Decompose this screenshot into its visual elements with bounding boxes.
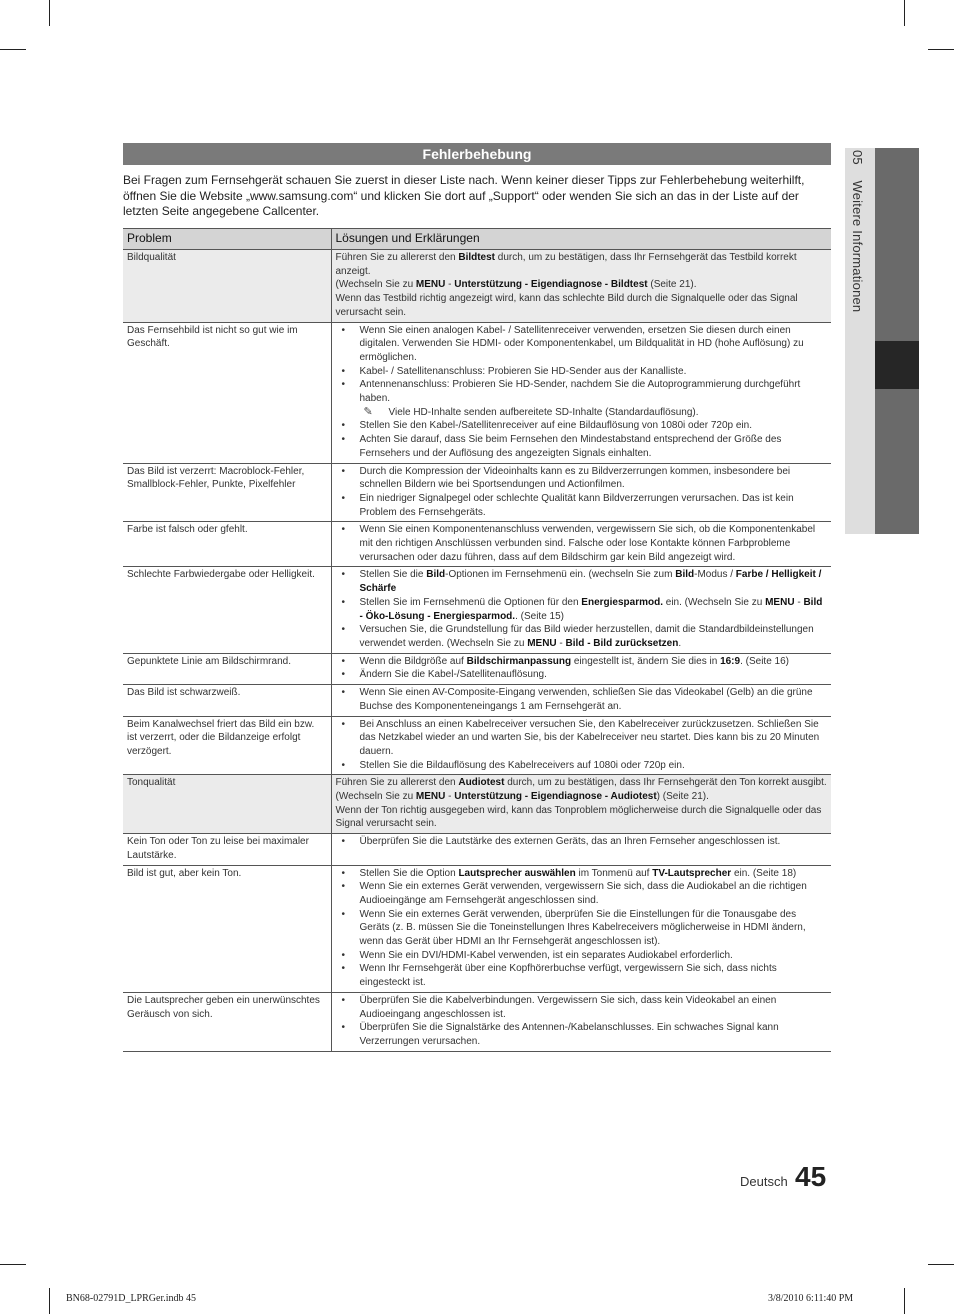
problem-cell: Beim Kanalwechsel friert das Bild ein bzw. ist verzerrt, oder die Bildanzeige erfolgt verzögert. [123,716,331,775]
problem-cell: Gepunktete Linie am Bildschirmrand. [123,653,331,684]
problem-cell: Die Lautsprecher geben ein unerwünschtes Geräusch von sich. [123,992,331,1051]
table-row [123,567,831,653]
page-number: 45 [795,1161,827,1192]
crop-mark [904,1288,905,1314]
table-row [123,653,831,684]
solution-cell: • Überprüfen Sie die Lautstärke des externen Geräts, das an Ihren Fernseher angeschlossen ist. [331,834,831,865]
solution-cell: • Durch die Kompression der Videoinhalts kann es zu Bildverzerrungen kommen, insbesondere bei schnellen Bildern wie bei Sportsendungen und Actionfilmen. • Ein niedriger Signalpegel oder schlechte Qualität kann Bildverzerrungen verursachen. Das ist kein Problem des Fernsehgeräts. [331,463,831,522]
print-timestamp: 3/8/2010 6:11:40 PM [768,1293,854,1304]
troubleshooting-table [123,228,831,1052]
table-row [123,522,831,567]
table-row [123,716,831,775]
crop-mark [0,1264,26,1265]
problem-cell: Tonqualität [123,775,331,834]
solution-cell: • Wenn Sie einen AV-Composite-Eingang verwenden, schließen Sie das Videokabel (Gelb) an die grüne Buchse des Komponenteneingangs 1 am Fernsehgerät an. [331,685,831,716]
problem-cell: Das Bild ist schwarzweiß. [123,685,331,716]
problem-cell: Farbe ist falsch oder gfehlt. [123,522,331,567]
chapter-tab-marker [875,341,919,389]
table-row [123,992,831,1051]
print-file-info: BN68-02791D_LPRGer.indb 45 [66,1293,196,1304]
chapter-label [850,150,865,312]
column-header-solutions: Lösungen und Erklärungen [331,229,831,250]
solution-cell: • Stellen Sie die Bild-Optionen im Fernsehmenü ein. (wechseln Sie zum Bild-Modus / Farbe / Helligkeit / Schärfe • Stellen Sie im Fernsehmenü die Optionen für den Energiesparmod. ein. (Wechseln Sie zu MENU - Bild - Öko-Lösung - Energiesparmod.. (Seite 15) • Versuchen Sie, die Grundstellung für das Bild wieder herzustellen, damit die Standardbildeinstellungen verwendet werden. (Wechseln Sie zu MENU - Bild - Bild zurücksetzen. [331,567,831,653]
table-row [123,775,831,834]
crop-mark [49,0,50,26]
section-title: Fehlerbehebung [123,143,831,165]
solution-cell: Führen Sie zu allererst den Audiotest durch, um zu bestätigen, dass Ihr Fernsehgerät den Ton korrekt ausgibt. (Wechseln Sie zu MENU - Unterstützung - Eigendiagnose - Audiotest) (Seite 21). Wenn der Ton richtig ausgegeben wird, kann das Tonproblem möglicherweise durch die Signalquelle oder das Signal verursacht sein. [331,775,831,834]
table-header-row [123,229,831,250]
table-body [123,250,831,1052]
table-row [123,834,831,865]
chapter-number: 05 [850,150,865,165]
crop-mark [0,49,26,50]
problem-cell: Kein Ton oder Ton zu leise bei maximaler Lautstärke. [123,834,331,865]
column-header-problem: Problem [123,229,331,250]
problem-cell: Das Bild ist verzerrt: Macroblock-Fehler, Smallblock-Fehler, Punkte, Pixelfehler [123,463,331,522]
table-row [123,463,831,522]
crop-mark [928,49,954,50]
chapter-title: Weitere Informationen [850,180,865,313]
solution-cell: • Bei Anschluss an einen Kabelreceiver versuchen Sie, den Kabelreceiver zurückzusetzen. Schließen Sie das Netzkabel wieder an und warten Sie, bis der Kabelreceiver neu startet. Dies kann bis zu 20 Minuten dauern. • Stellen Sie die Bildauflösung des Kabelreceivers auf 1080i oder 720p ein. [331,716,831,775]
crop-mark [904,0,905,26]
table-row [123,865,831,992]
solution-cell: Führen Sie zu allererst den Bildtest durch, um zu bestätigen, dass Ihr Fernsehgerät das Testbild korrekt anzeigt. (Wechseln Sie zu MENU - Unterstützung - Eigendiagnose - Bildtest (Seite 21). Wenn das Testbild richtig angezeigt wird, kann das schlechte Bild durch die Signalquelle oder das Signal verursacht sein. [331,250,831,323]
table-row [123,250,831,323]
crop-mark [928,1264,954,1265]
intro-paragraph: Bei Fragen zum Fernsehgerät schauen Sie zuerst in dieser Liste nach. Wenn keiner dieser Tipps zur Fehlerbehebung weiterhilft, öffnen Sie die Website „www.samsung.com“ und klicken Sie dort auf „Support“ oder wenden Sie sich an das in der Liste auf der letzten Seite angegebene Callcenter. [123,173,805,218]
problem-cell: Bildqualität [123,250,331,323]
solution-cell: • Wenn Sie einen analogen Kabel- / Satellitenreceiver verwenden, ersetzen Sie diesen durch einen digitalen. Verwenden Sie HDMI- oder Komponentenkabel, um Bildqualität in HD (hohe Auflösung) zu ermöglichen. • Kabel- / Satellitenanschluss: Probieren Sie HD-Sender aus der Kanalliste. • Antennenanschluss: Probieren Sie HD-Sender, nachdem Sie die Autoprogrammierung durchgeführt haben. ✎ Viele HD-Inhalte senden aufbereitete SD-Inhalte (Standardauflösung). • Stellen Sie den Kabel-/Satellitenreceiver auf eine Bildauflösung von 1080i oder 720p ein. • Achten Sie darauf, dass Sie beim Fernsehen den Mindestabstand entsprechend der Größe des Fernsehers und der Auflösung des angezeigten Signals einhalten. [331,322,831,463]
solution-cell: • Überprüfen Sie die Kabelverbindungen. Vergewissern Sie sich, dass kein Videokabel an einen Audioeingang angeschlossen ist. • Überprüfen Sie die Signalstärke des Antennen-/Kabelanschlusses. Ein schwaches Signal kann Verzerrungen verursachen. [331,992,831,1051]
solution-cell: • Stellen Sie die Option Lautsprecher auswählen im Tonmenü auf TV-Lautsprecher ein. (Seite 18) • Wenn Sie ein externes Gerät verwenden, vergewissern Sie sich, dass die Audiokabel an die richtigen Audioeingänge am Fernsehgerät angeschlossen sind. • Wenn Sie ein externes Gerät verwenden, überprüfen Sie die Einstellungen für die Tonausgabe des Geräts (z. B. müssen Sie die Toneinstellungen Ihres Kabelreceivers möglicherweise in HDMI ändern, wenn das Gerät über HDMI an Ihr Fernsehgerät angeschlossen ist). • Wenn Sie ein DVI/HDMI-Kabel verwenden, ist ein separates Audiokabel erforderlich. • Wenn Ihr Fernsehgerät über eine Kopfhörerbuchse verfügt, vergewissern Sie sich, dass nichts eingesteckt ist. [331,865,831,992]
problem-cell: Bild ist gut, aber kein Ton. [123,865,331,992]
solution-cell: • Wenn Sie einen Komponentenanschluss verwenden, vergewissern Sie sich, ob die Komponentenkabel mit den richtigen Anschlüssen verbunden sind. Falsche oder lose Kontakte können Farbprobleme verursachen oder dazu führen, dass auf dem Bildschirm gar kein Bild angezeigt wird. [331,522,831,567]
problem-cell: Schlechte Farbwiedergabe oder Helligkeit. [123,567,331,653]
solution-cell: • Wenn die Bildgröße auf Bildschirmanpassung eingestellt ist, ändern Sie dies in 16:9. (Seite 16) • Ändern Sie die Kabel-/Satellitenauflösung. [331,653,831,684]
table-row [123,322,831,463]
footer-language: Deutsch [740,1174,788,1189]
table-row [123,685,831,716]
problem-cell: Das Fernsehbild ist nicht so gut wie im Geschäft. [123,322,331,463]
crop-mark [49,1288,50,1314]
